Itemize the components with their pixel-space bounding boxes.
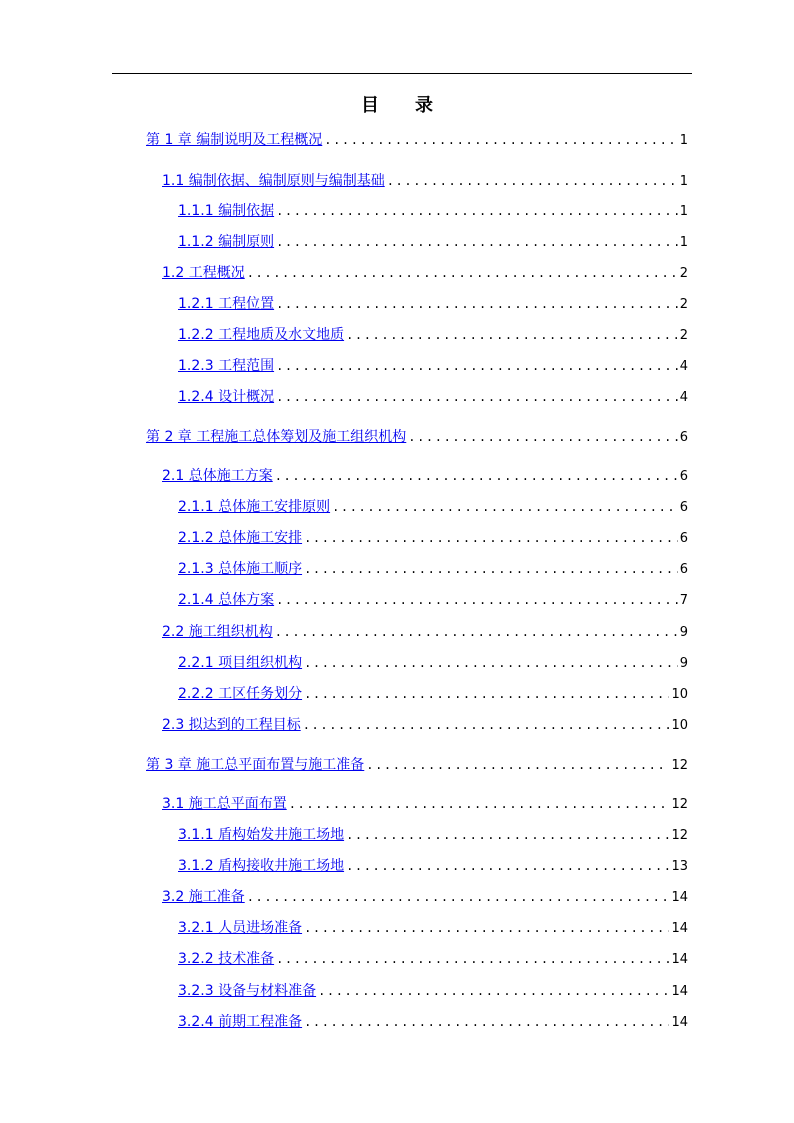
toc-entry-link[interactable]: 3.1.1 盾构始发井施工场地 xyxy=(178,827,345,843)
toc-entry-link[interactable]: 3.2.3 设备与材料准备 xyxy=(178,983,317,999)
toc-leader-dots xyxy=(318,982,669,1000)
toc-entry-link[interactable]: 2.1 总体施工方案 xyxy=(162,468,273,484)
title-char-2: 录 xyxy=(415,95,433,116)
toc-entry[interactable] xyxy=(178,685,688,703)
toc-entry[interactable] xyxy=(178,826,688,844)
toc-page-number: 1 xyxy=(679,235,688,250)
toc-entry-link[interactable]: 1.1 编制依据、编制原则与编制基础 xyxy=(162,173,385,189)
toc-leader-dots xyxy=(304,1013,669,1031)
toc-entry[interactable] xyxy=(162,795,688,813)
toc-entry-link[interactable]: 2.2.1 项目组织机构 xyxy=(178,655,303,671)
toc-leader-dots xyxy=(303,716,670,734)
toc-leader-dots xyxy=(275,467,678,485)
toc-leader-dots xyxy=(276,388,678,406)
toc-page-number: 9 xyxy=(679,656,688,671)
toc-leader-dots xyxy=(304,919,669,937)
toc-page-number: 12 xyxy=(671,797,688,812)
toc-leader-dots xyxy=(276,357,678,375)
toc-leader-dots xyxy=(346,326,678,344)
toc-entry[interactable] xyxy=(178,654,688,672)
toc-leader-dots xyxy=(387,172,678,190)
toc-entry-link[interactable]: 2.1.2 总体施工安排 xyxy=(178,530,303,546)
toc-leader-dots xyxy=(276,233,678,251)
toc-entry[interactable] xyxy=(178,560,688,578)
toc-entry-link[interactable]: 1.2.3 工程范围 xyxy=(178,358,275,374)
toc-page-number: 10 xyxy=(671,687,688,702)
toc-entry-link[interactable]: 2.1.3 总体施工顺序 xyxy=(178,561,303,577)
toc-entry-link[interactable]: 1.2 工程概况 xyxy=(162,265,245,281)
toc-page-number: 6 xyxy=(679,562,688,577)
toc-page-number: 13 xyxy=(671,859,688,874)
toc-page-number: 12 xyxy=(671,758,688,773)
toc-page-number: 2 xyxy=(679,297,688,312)
toc-page-number: 6 xyxy=(679,430,688,445)
toc-page-number: 12 xyxy=(671,828,688,843)
toc-leader-dots xyxy=(346,857,669,875)
toc-entry-link[interactable]: 3.2 施工准备 xyxy=(162,889,245,905)
toc-leader-dots xyxy=(275,623,678,641)
toc-entry[interactable] xyxy=(162,716,688,734)
toc-page-number: 6 xyxy=(679,469,688,484)
toc-leader-dots xyxy=(304,654,678,672)
toc-entry[interactable] xyxy=(146,131,688,149)
toc-entry[interactable] xyxy=(178,982,688,1000)
toc-entry-link[interactable]: 2.1.4 总体方案 xyxy=(178,592,275,608)
toc-page-number: 1 xyxy=(679,174,688,189)
toc-leader-dots xyxy=(304,560,678,578)
toc-entry[interactable] xyxy=(162,264,688,282)
toc-page-number: 6 xyxy=(679,500,688,515)
toc-page-number: 9 xyxy=(679,625,688,640)
toc-page-number: 2 xyxy=(679,328,688,343)
toc-page-number: 14 xyxy=(671,1015,688,1030)
toc-entry[interactable] xyxy=(178,357,688,375)
toc-page-number: 1 xyxy=(679,204,688,219)
toc-leader-dots xyxy=(247,888,670,906)
toc-page-number: 2 xyxy=(679,266,688,281)
toc-leader-dots xyxy=(276,295,678,313)
title-char-1: 目 xyxy=(361,95,379,116)
toc-leader-dots xyxy=(324,131,677,149)
toc-entry[interactable] xyxy=(162,623,688,641)
toc-leader-dots xyxy=(304,685,669,703)
toc-entry[interactable] xyxy=(178,388,688,406)
toc-leader-dots xyxy=(276,950,669,968)
toc-entry-link[interactable]: 第 2 章 工程施工总体筹划及施工组织机构 xyxy=(146,429,407,445)
toc-leader-dots xyxy=(289,795,670,813)
toc-leader-dots xyxy=(408,428,677,446)
toc-page-number: 4 xyxy=(679,359,688,374)
toc-entry[interactable] xyxy=(178,202,688,220)
toc-entry-link[interactable]: 3.1 施工总平面布置 xyxy=(162,796,287,812)
toc-page-number: 7 xyxy=(679,593,688,608)
toc-leader-dots xyxy=(346,826,669,844)
toc-entry-link[interactable]: 1.1.2 编制原则 xyxy=(178,234,275,250)
toc-entry[interactable] xyxy=(178,919,688,937)
toc-entry[interactable] xyxy=(178,591,688,609)
toc-entry-link[interactable]: 3.1.2 盾构接收井施工场地 xyxy=(178,858,345,874)
toc-entry[interactable] xyxy=(178,326,688,344)
toc-entry-link[interactable]: 3.2.4 前期工程准备 xyxy=(178,1014,303,1030)
toc-leader-dots xyxy=(276,202,678,220)
toc-page-number: 14 xyxy=(671,952,688,967)
toc-leader-dots xyxy=(366,756,669,774)
toc-entry[interactable] xyxy=(178,529,688,547)
toc-entry[interactable] xyxy=(146,756,688,774)
toc-entry[interactable] xyxy=(178,1013,688,1031)
toc-leader-dots xyxy=(247,264,678,282)
toc-entry[interactable] xyxy=(178,950,688,968)
toc-entry[interactable] xyxy=(178,233,688,251)
toc-leader-dots xyxy=(332,498,678,516)
toc-entry-link[interactable]: 第 3 章 施工总平面布置与施工准备 xyxy=(146,757,365,773)
toc-entry[interactable] xyxy=(162,467,688,485)
toc-page-number: 6 xyxy=(679,531,688,546)
toc-entry-link[interactable]: 3.2.1 人员进场准备 xyxy=(178,920,303,936)
toc-leader-dots xyxy=(304,529,678,547)
toc-page-number: 14 xyxy=(671,984,688,999)
toc-entry-link[interactable]: 1.2.4 设计概况 xyxy=(178,389,275,405)
toc-entry[interactable] xyxy=(178,295,688,313)
toc-entry-link[interactable]: 1.2.2 工程地质及水文地质 xyxy=(178,327,345,343)
toc-entry-link[interactable]: 2.3 拟达到的工程目标 xyxy=(162,717,301,733)
toc-entry-link[interactable]: 3.2.2 技术准备 xyxy=(178,951,275,967)
toc-entry[interactable] xyxy=(146,428,688,446)
toc-page-number: 14 xyxy=(671,890,688,905)
toc-entry-link[interactable]: 2.1.1 总体施工安排原则 xyxy=(178,499,331,515)
toc-leader-dots xyxy=(276,591,678,609)
toc-entry[interactable] xyxy=(178,498,688,516)
toc-entry-link[interactable]: 2.2 施工组织机构 xyxy=(162,624,273,640)
toc-entry-link[interactable]: 2.2.2 工区任务划分 xyxy=(178,686,303,702)
toc-page-number: 14 xyxy=(671,921,688,936)
toc-entry-link[interactable]: 1.1.1 编制依据 xyxy=(178,203,275,219)
toc-entry[interactable] xyxy=(178,857,688,875)
toc-entry-link[interactable]: 第 1 章 编制说明及工程概况 xyxy=(146,132,323,148)
toc-entry[interactable] xyxy=(162,172,688,190)
toc-entry-link[interactable]: 1.2.1 工程位置 xyxy=(178,296,275,312)
toc-page-number: 10 xyxy=(671,718,688,733)
toc-entry[interactable] xyxy=(162,888,688,906)
toc-page-number: 4 xyxy=(679,390,688,405)
toc-page-number: 1 xyxy=(679,133,688,148)
